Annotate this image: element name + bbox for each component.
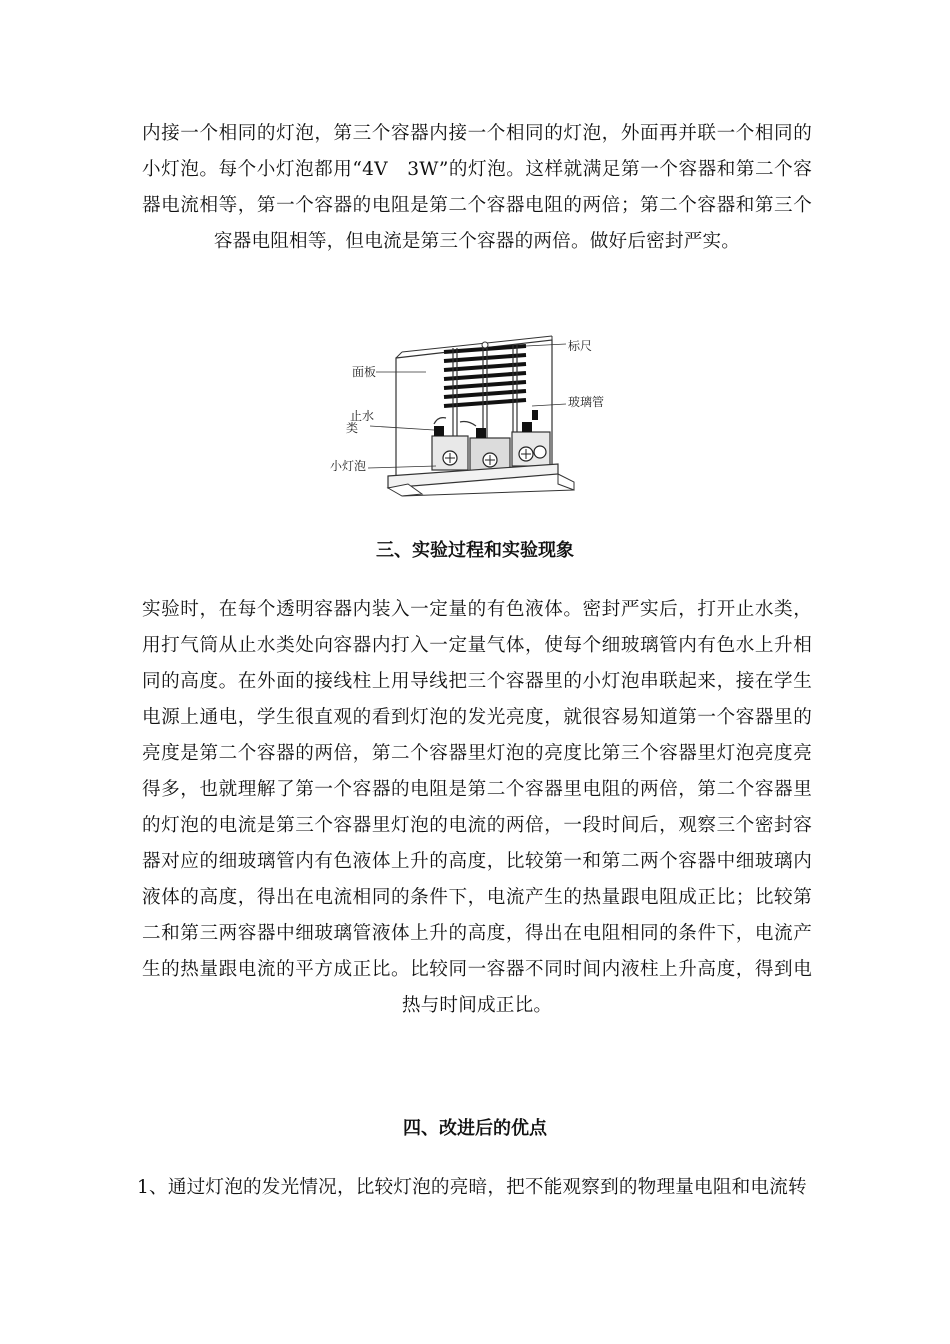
text-line: 用打气筒从止水类处向容器内打入一定量气体，使每个细玻璃管内有色水上升相 [142, 635, 812, 656]
text-line: 热与时间成正比。 [401, 995, 553, 1016]
label-glass-tube: 玻璃管 [568, 395, 605, 409]
label-stop [346, 408, 378, 435]
advantage-item-1: 1、通过灯泡的发光情况，比较灯泡的亮暗，把不能观察到的物理量电阻和电流转 [137, 1177, 807, 1198]
text-line: 的灯泡的电流是第三个容器里灯泡的电流的两倍，一段时间后，观察三个密封容 [142, 815, 812, 836]
text-line: 生的热量跟电流的平方成正比。比较同一容器不同时间内液柱上升高度，得到电 [142, 959, 812, 980]
text-line: 得多，也就理解了第一个容器的电阻是第二个容器里电阻的两倍，第二个容器里 [142, 779, 812, 800]
paragraph-experiment-process [142, 592, 812, 1024]
label-stop-line1: 止水 [350, 409, 375, 423]
text-line: 内接一个相同的灯泡，第三个容器内接一个相同的灯泡，外面再并联一个相同的 [142, 123, 812, 144]
label-stop-line2: 类 [346, 421, 359, 435]
section-heading-4: 四、改进后的优点 [403, 1118, 547, 1139]
label-ruler: 标尺 [568, 339, 593, 353]
text-line: 实验时，在每个透明容器内装入一定量的有色液体。密封严实后，打开止水类， [142, 599, 812, 620]
text-line: 亮度是第二个容器的两倍，第二个容器里灯泡的亮度比第三个容器里灯泡亮度亮 [142, 743, 812, 764]
text-line: 电源上通电，学生很直观的看到灯泡的发光亮度，就很容易知道第一个容器里的 [142, 707, 812, 728]
section-heading-3: 三、实验过程和实验现象 [376, 540, 574, 561]
paragraph-apparatus-description [142, 116, 812, 260]
apparatus-diagram [326, 318, 624, 502]
text-line: 器对应的细玻璃管内有色液体上升的高度，比较第一和第二两个容器中细玻璃内 [142, 851, 812, 872]
text-line: 同的高度。在外面的接线柱上用导线把三个容器里的小灯泡串联起来，接在学生 [142, 671, 812, 692]
text-line: 二和第三两容器中细玻璃管液体上升的高度，得出在电阻相同的条件下，电流产 [142, 923, 812, 944]
label-panel: 面板 [352, 365, 377, 379]
text-line: 容器电阻相等，但电流是第三个容器的两倍。做好后密封严实。 [213, 231, 741, 252]
text-line: 液体的高度，得出在电流相同的条件下，电流产生的热量跟电阻成正比；比较第 [142, 887, 812, 908]
text-line: 小灯泡。每个小灯泡都用“4V 3W”的灯泡。这样就满足第一个容器和第二个容 [142, 159, 812, 180]
text-line: 器电流相等，第一个容器的电阻是第二个容器电阻的两倍；第二个容器和第三个 [142, 195, 812, 216]
label-bulb: 小灯泡 [330, 459, 367, 473]
apparatus-figure [326, 318, 624, 502]
